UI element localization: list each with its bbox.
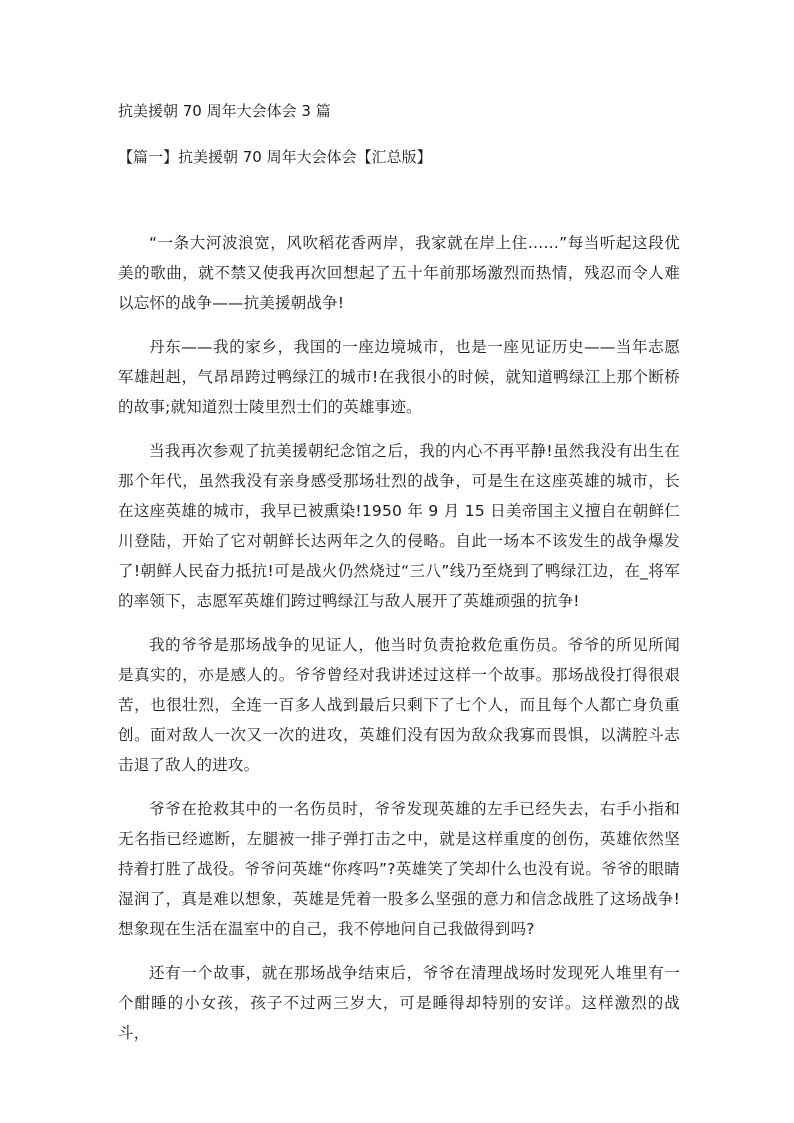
paragraph-2: 丹东——我的家乡，我国的一座边境城市，也是一座见证历史——当年志愿军雄赳赳，气昂昂跨过鸭绿江的城市!在我很小的时候，就知道鸭绿江上那个断桥的故事;就知道烈士陵里烈士们的英雄事迹。: [118, 338, 680, 416]
paragraph-5: 爷爷在抢救其中的一名伤员时，爷爷发现英雄的左手已经失去，右手小指和无名指已经遮断，左腿被一排子弹打击之中，就是这样重度的创伤，英雄依然坚持着打胜了战役。爷爷问英雄“你疼吗”?英雄笑了笑却什么也没有说。爷爷的眼睛湿润了，真是难以想象，英雄是凭着一股多么坚强的意力和信念战胜了这场战争!想象现在生活在温室中的自己，我不停地问自己我做得到吗?: [118, 800, 680, 938]
section-heading: 【篇一】抗美援朝 70 周年大会体会【汇总版】: [118, 148, 432, 166]
paragraph-3: 当我再次参观了抗美援朝纪念馆之后，我的内心不再平静!虽然我没有出生在那个年代，虽然我没有亲身感受那场壮烈的战争，可是生在这座英雄的城市，长在这座英雄的城市，我早已被熏染!1950 年 9 月 15 日美帝国主义擅自在朝鲜仁川登陆，开始了它对朝鲜长达两年之久的侵略。自此一场本不该发生的战争爆发了!朝鲜人民奋力抵抗!可是战火仍然烧过“三八”线乃至烧到了鸭绿江边，在_将军的率领下，志愿军英雄们跨过鸭绿江与敌人展开了英雄顽强的抗争!: [118, 442, 680, 610]
paragraph-1: “一条大河波浪宽，风吹稻花香两岸，我家就在岸上住……”每当听起这段优美的歌曲，就不禁又使我再次回想起了五十年前那场激烈而热情，残忍而令人难以忘怀的战争——抗美援朝战争!: [118, 234, 680, 312]
paragraph-6: 还有一个故事，就在那场战争结束后，爷爷在清理战场时发现死人堆里有一个酣睡的小女孩，孩子不过两三岁大，可是睡得却特别的安详。这样激烈的战斗，: [118, 964, 680, 1042]
document-title: 抗美援朝 70 周年大会体会 3 篇: [118, 102, 331, 120]
document-body: [118, 228, 680, 1062]
paragraph-4: 我的爷爷是那场战争的见证人，他当时负责抢救危重伤员。爷爷的所见所闻是真实的，亦是感人的。爷爷曾经对我讲述过这样一个故事。那场战役打得很艰苦，也很壮烈，全连一百多人战到最后只剩下了七个人，而且每个人都亡身负重创。面对敌人一次又一次的进攻，英雄们没有因为敌众我寡而畏惧，以满腔斗志击退了敌人的进攻。: [118, 636, 680, 774]
